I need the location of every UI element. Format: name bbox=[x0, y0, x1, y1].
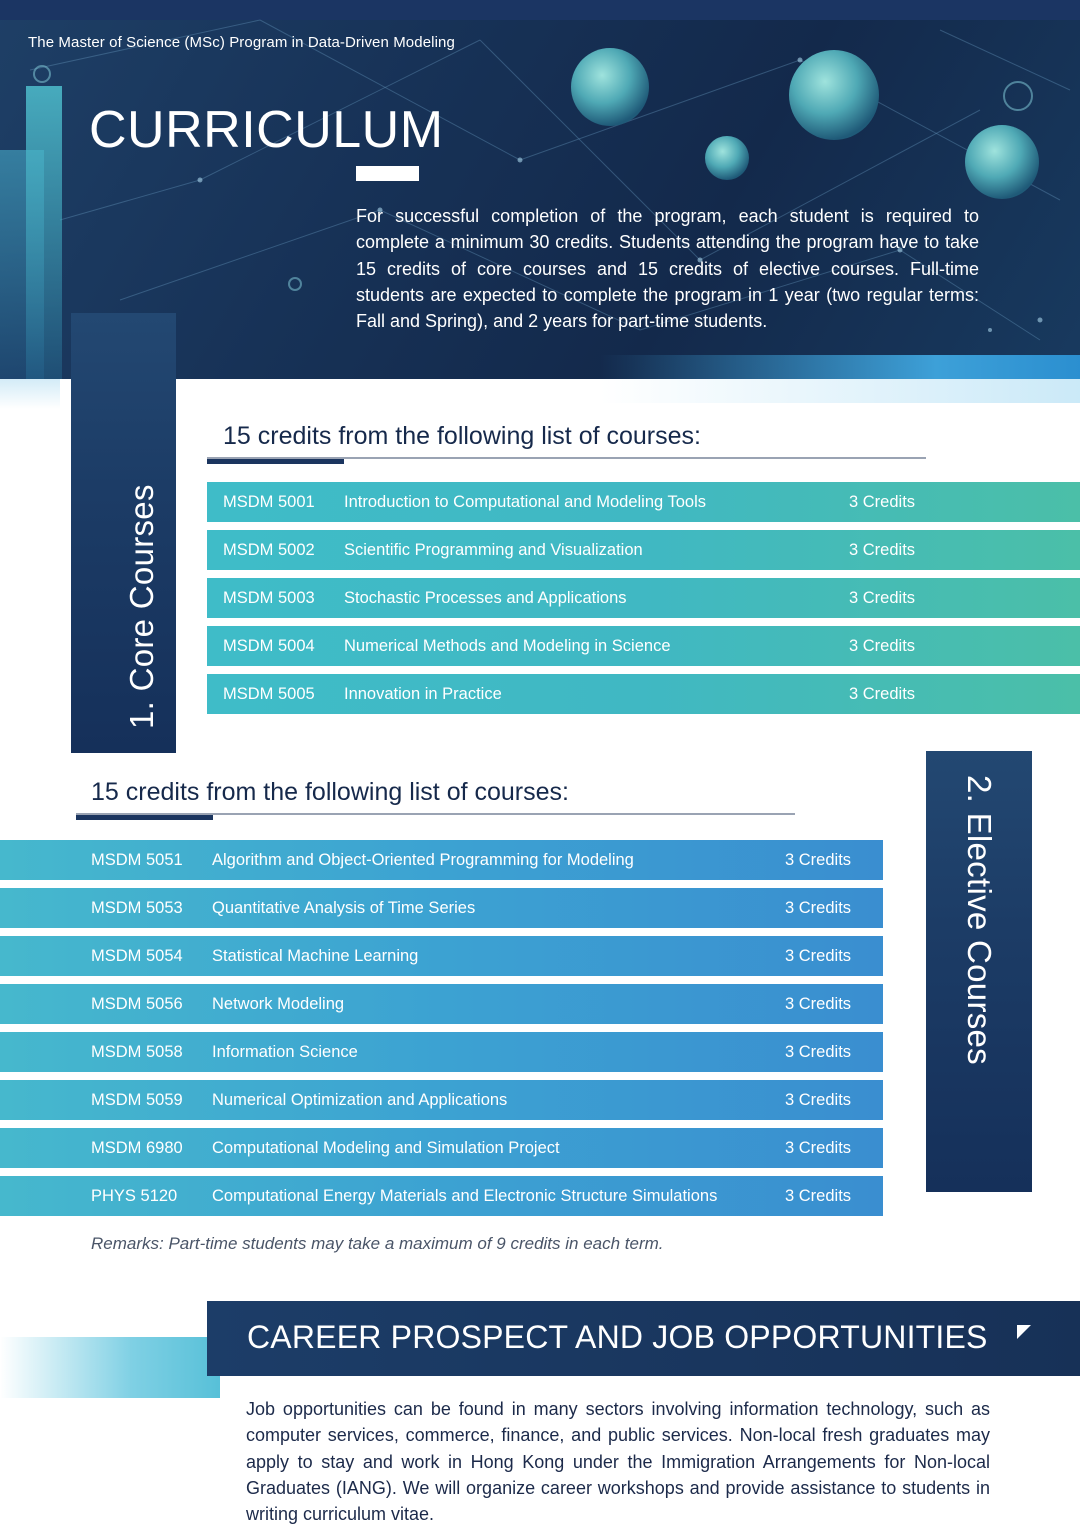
corner-arrow-icon bbox=[1017, 1325, 1031, 1339]
core-courses-banner bbox=[71, 313, 176, 753]
core-course-row bbox=[207, 578, 1080, 618]
course-credits: 3 Credits bbox=[785, 1139, 852, 1157]
decorative-strip bbox=[600, 355, 1080, 379]
course-code: MSDM 5002 bbox=[223, 541, 315, 559]
core-course-row bbox=[207, 482, 1080, 522]
core-course-row bbox=[207, 626, 1080, 666]
course-title: Numerical Methods and Modeling in Science bbox=[344, 637, 671, 655]
course-credits: 3 Credits bbox=[785, 995, 852, 1013]
elective-course-row bbox=[0, 1080, 883, 1120]
program-name: The Master of Science (MSc) Program in Data-Driven Modeling bbox=[28, 34, 455, 51]
core-section-heading: 15 credits from the following list of courses: bbox=[223, 422, 701, 450]
elective-section-heading: 15 credits from the following list of courses: bbox=[91, 778, 569, 806]
course-title: Network Modeling bbox=[212, 995, 345, 1013]
course-code: MSDM 5053 bbox=[91, 899, 183, 917]
elective-course-row bbox=[0, 1176, 883, 1216]
course-title: Scientific Programming and Visualization bbox=[344, 541, 643, 559]
course-title: Algorithm and Object-Oriented Programming for Modeling bbox=[212, 851, 634, 869]
course-credits: 3 Credits bbox=[785, 1043, 852, 1061]
elective-course-row bbox=[0, 888, 883, 928]
course-credits: 3 Credits bbox=[849, 637, 916, 655]
course-credits: 3 Credits bbox=[785, 1091, 852, 1109]
course-title: Numerical Optimization and Applications bbox=[212, 1091, 508, 1109]
course-code: MSDM 5001 bbox=[223, 493, 315, 511]
course-credits: 3 Credits bbox=[785, 1187, 852, 1205]
elective-course-row bbox=[0, 1032, 883, 1072]
decorative-fade bbox=[600, 379, 1080, 403]
course-credits: 3 Credits bbox=[849, 493, 916, 511]
core-course-row bbox=[207, 674, 1080, 714]
course-code: MSDM 5051 bbox=[91, 851, 183, 869]
elective-course-row bbox=[0, 984, 883, 1024]
heading-divider-accent bbox=[76, 815, 213, 820]
course-title: Computational Energy Materials and Electronic Structure Simulations bbox=[212, 1187, 718, 1205]
course-title: Information Science bbox=[212, 1043, 358, 1061]
course-code: MSDM 6980 bbox=[91, 1139, 183, 1157]
career-title: CAREER PROSPECT AND JOB OPPORTUNITIES bbox=[247, 1319, 988, 1355]
career-paragraph: Job opportunities can be found in many sectors involving information technology, such as computer services, commerce, finance, and public services. Non-local fresh graduates may apply to stay and work in Hong Kong under the Immigration Arrangements for Non-local Graduates (IANG). We will organize career workshops and provide assistance to students in writing curriculum vitae. bbox=[246, 1399, 990, 1525]
elective-course-row bbox=[0, 1128, 883, 1168]
decorative-fade bbox=[0, 1337, 220, 1398]
remarks-note: Remarks: Part-time students may take a maximum of 9 credits in each term. bbox=[91, 1234, 664, 1253]
intro-paragraph: For successful completion of the program, each student is required to complete a minimum 30 credits. Students attending the program have to take 15 credits of core courses and 15 credits of elective courses. Full-time students are expected to complete the program in 1 year (two regular terms: Fall and Spring), and 2 years for part-time students. bbox=[356, 206, 979, 332]
course-title: Innovation in Practice bbox=[344, 685, 502, 703]
core-course-row bbox=[207, 530, 1080, 570]
course-credits: 3 Credits bbox=[785, 899, 852, 917]
elective-courses-banner bbox=[926, 751, 1032, 1192]
course-code: MSDM 5054 bbox=[91, 947, 183, 965]
career-heading-band bbox=[207, 1301, 1080, 1376]
course-code: MSDM 5003 bbox=[223, 589, 315, 607]
course-code: MSDM 5058 bbox=[91, 1043, 183, 1061]
course-title: Stochastic Processes and Applications bbox=[344, 589, 627, 607]
course-credits: 3 Credits bbox=[785, 851, 852, 869]
elective-courses-label: 2. Elective Courses bbox=[961, 775, 998, 1065]
course-credits: 3 Credits bbox=[849, 541, 916, 559]
course-code: MSDM 5059 bbox=[91, 1091, 183, 1109]
course-credits: 3 Credits bbox=[849, 685, 916, 703]
course-title: Statistical Machine Learning bbox=[212, 947, 419, 965]
course-title: Quantitative Analysis of Time Series bbox=[212, 899, 476, 917]
course-credits: 3 Credits bbox=[849, 589, 916, 607]
title-underline bbox=[356, 166, 419, 181]
elective-course-row bbox=[0, 840, 883, 880]
course-code: MSDM 5004 bbox=[223, 637, 315, 655]
decorative-fade bbox=[0, 379, 60, 409]
core-courses-label: 1. Core Courses bbox=[123, 484, 160, 729]
course-code: PHYS 5120 bbox=[91, 1187, 178, 1205]
course-credits: 3 Credits bbox=[785, 947, 852, 965]
course-title: Computational Modeling and Simulation Project bbox=[212, 1139, 560, 1157]
decorative-bar bbox=[26, 86, 62, 379]
page-title: CURRICULUM bbox=[89, 101, 444, 159]
course-code: MSDM 5005 bbox=[223, 685, 315, 703]
heading-divider-accent bbox=[207, 459, 344, 464]
course-title: Introduction to Computational and Modeling Tools bbox=[344, 493, 707, 511]
course-code: MSDM 5056 bbox=[91, 995, 183, 1013]
elective-course-row bbox=[0, 936, 883, 976]
